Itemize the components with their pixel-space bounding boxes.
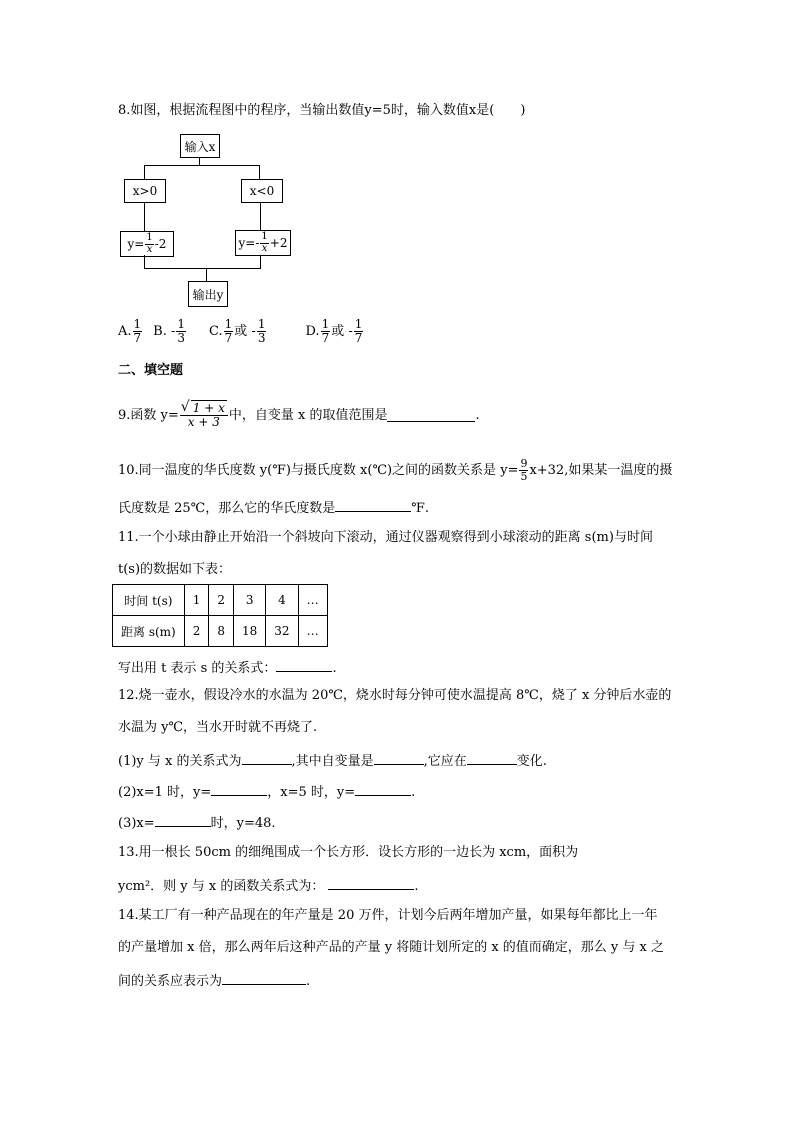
q12-p2-c: . <box>411 785 416 800</box>
q11-line2: t(s)的数据如下表： <box>118 562 232 577</box>
q9 <box>118 399 480 429</box>
frac-den: 7 <box>133 330 142 345</box>
flow-output-box <box>188 281 228 307</box>
frac-den: 3 <box>177 330 186 345</box>
flow-output-label: 输出y <box>192 287 224 302</box>
option-d-or: 或 - <box>331 323 353 339</box>
frac-num: 1 <box>261 231 268 242</box>
q10-line1 <box>118 458 672 482</box>
q12-p1-c: ,它应在 <box>423 754 467 769</box>
table-cell: 8 <box>209 616 234 647</box>
q10-line2-suffix: ℉. <box>411 501 429 516</box>
frac-num: 1 <box>257 317 266 331</box>
frac-den: x <box>261 242 268 254</box>
q13-line1: 13.用一根长 50cm 的细绳围成一个长方形．设长方形的一边长为 xcm，面积为 <box>118 845 579 860</box>
frac-den: x <box>146 243 153 255</box>
table-row-header: 时间 t(s) <box>113 585 185 616</box>
formula-right-fraction <box>260 232 268 254</box>
q13-line2 <box>118 877 419 893</box>
option-b-label: B. - <box>153 323 176 339</box>
flow-connector <box>206 268 207 281</box>
frac-den: 5 <box>520 469 528 483</box>
q14-line3-prefix: 间的关系应表示为 <box>118 974 223 989</box>
q9-answer-blank[interactable] <box>387 409 475 422</box>
q12-p3-b: 时，y=48. <box>210 816 276 831</box>
q10-prefix: 10.同一温度的华氏度数 y(℉)与摄氏度数 x(℃)之间的函数关系是 y= <box>118 462 519 478</box>
table-row <box>113 585 328 616</box>
q9-radicand: 1 + x <box>192 401 225 415</box>
q9-prefix: 9.函数 y= <box>118 407 179 423</box>
q11-question-end: . <box>332 661 337 676</box>
table-row-header: 距离 s(m) <box>113 616 185 647</box>
q13-line2-prefix: ycm²．则 y 与 x 的函数关系式为： <box>118 879 325 894</box>
frac-num: 1 <box>177 317 186 331</box>
q13-line2-end: . <box>414 879 419 894</box>
frac-num: 1 <box>146 232 153 243</box>
q12-p3-blank[interactable] <box>155 814 211 827</box>
q12-p2-blank-2[interactable] <box>355 783 411 796</box>
option-c-label: C. <box>209 323 223 339</box>
flow-cond-positive-label: x>0 <box>132 184 158 198</box>
q8-options <box>118 318 364 344</box>
frac-den: 7 <box>321 330 330 345</box>
frac-num: 1 <box>133 317 142 331</box>
q11-question-prefix: 写出用 t 表示 s 的关系式： <box>118 661 277 676</box>
option-d-label: D. <box>305 323 320 339</box>
q14-line2: 的产量增加 x 倍，那么两年后这种产品的产量 y 将随计划所定的 x 的值而确定，那么 y 与 x 之 <box>118 940 665 955</box>
option-c-fraction-2 <box>257 318 267 344</box>
q12-part2 <box>118 783 415 799</box>
flow-input-label: 输入x <box>184 139 216 154</box>
option-d <box>305 318 364 344</box>
q12-p2-b: ，x=5 时，y= <box>267 785 356 800</box>
section-title: 二、填空题 <box>118 363 184 378</box>
flow-connector <box>260 202 261 231</box>
q12-p1-blank-3[interactable] <box>467 752 517 765</box>
flow-cond-negative <box>241 179 283 203</box>
table-cell: 18 <box>234 616 266 647</box>
frac-den: 7 <box>354 330 363 345</box>
q12-p2-blank-1[interactable] <box>211 783 267 796</box>
flow-connector <box>199 157 200 165</box>
q10-answer-blank[interactable] <box>335 499 411 512</box>
q13-answer-blank[interactable] <box>328 877 414 890</box>
q9-fraction <box>180 399 228 429</box>
table-row <box>113 616 328 647</box>
option-c <box>209 318 267 344</box>
q10-line2 <box>118 499 429 515</box>
table-cell: 32 <box>266 616 298 647</box>
frac-num: 1 <box>354 317 363 331</box>
flow-connector <box>259 165 260 179</box>
q11-line1: 11.一个小球由静止开始沿一个斜坡向下滚动，通过仪器观察得到小球滚动的距离 s(m)与时间 <box>118 530 653 545</box>
flow-connector <box>144 202 145 231</box>
flow-input-box <box>180 134 220 158</box>
formula-right-prefix: y=- <box>238 236 260 250</box>
formula-right-suffix: +2 <box>269 236 288 250</box>
option-a-fraction <box>133 318 143 344</box>
option-b <box>153 318 187 344</box>
q12-line2: 水温为 y℃，当水开时就不再烧了. <box>118 720 318 735</box>
q12-p3-a: (3)x= <box>118 816 155 831</box>
q8-stem: 8.如图，根据流程图中的程序，当输出数值y=5时，输入数值x是( ) <box>118 103 526 118</box>
flow-cond-negative-label: x<0 <box>249 184 275 198</box>
flow-connector <box>144 255 145 268</box>
q11-answer-blank[interactable] <box>276 659 332 672</box>
flow-cond-positive <box>124 179 166 203</box>
flow-connector <box>144 165 145 179</box>
q11-data-table <box>112 584 328 647</box>
frac-den: 3 <box>257 330 266 345</box>
formula-left-fraction <box>145 233 153 255</box>
table-cell: 4 <box>266 585 298 616</box>
q9-suffix: 中，自变量 x 的取值范围是 <box>228 407 388 423</box>
flow-connector <box>260 255 261 268</box>
q12-p1-blank-2[interactable] <box>374 752 424 765</box>
option-c-fraction-1 <box>224 318 234 344</box>
frac-num: 9 <box>520 457 528 470</box>
q12-line1: 12.烧一壶水，假设冷水的水温为 20℃，烧水时每分钟可使水温提高 8℃，烧了 x 分钟后水壶的 <box>118 688 672 703</box>
option-c-or: 或 - <box>234 323 256 339</box>
frac-den: 7 <box>224 330 233 345</box>
formula-left-suffix: -2 <box>154 237 167 251</box>
q12-p1-d: 变化. <box>516 754 547 769</box>
q12-p2-a: (2)x=1 时，y= <box>118 785 212 800</box>
q9-denominator: x + 3 <box>187 414 220 429</box>
q12-p1-b: ,其中自变量是 <box>291 754 374 769</box>
formula-left-prefix: y= <box>127 237 145 251</box>
option-d-fraction-2 <box>354 318 364 344</box>
q12-p1-blank-1[interactable] <box>242 752 292 765</box>
q12-p1-a: (1)y 与 x 的关系式为 <box>118 754 242 769</box>
table-cell: … <box>298 585 327 616</box>
q11-question <box>118 659 337 675</box>
table-cell: 1 <box>184 585 209 616</box>
q12-part1 <box>118 752 547 768</box>
q9-numerator <box>180 399 228 416</box>
option-b-fraction <box>176 318 186 344</box>
flow-formula-right <box>235 230 291 256</box>
q10-line2-prefix: 氏度数是 25℃，那么它的华氏度数是 <box>118 501 336 516</box>
table-cell: 2 <box>184 616 209 647</box>
option-a-label: A. <box>118 323 132 339</box>
radical-symbol: √ <box>180 399 190 415</box>
option-d-fraction-1 <box>321 318 331 344</box>
flow-connector <box>144 165 260 166</box>
option-a <box>118 318 143 344</box>
flow-formula-left <box>120 231 174 257</box>
q9-end: . <box>475 407 480 423</box>
frac-num: 1 <box>321 317 330 331</box>
table-cell: 3 <box>234 585 266 616</box>
q14-line3-end: . <box>306 974 311 989</box>
table-cell: 2 <box>209 585 234 616</box>
q14-answer-blank[interactable] <box>222 972 306 985</box>
table-cell: … <box>298 616 327 647</box>
flow-connector <box>144 268 261 269</box>
q10-fraction <box>519 458 528 482</box>
q10-suffix: x+32,如果某一温度的摄 <box>529 462 673 478</box>
q12-part3 <box>118 814 276 830</box>
sqrt-sign <box>180 399 227 415</box>
q14-line3 <box>118 972 310 988</box>
frac-num: 1 <box>224 317 233 331</box>
q14-line1: 14.某工厂有一种产品现在的年产量是 20 万件，计划今后两年增加产量，如果每年都比上一年 <box>118 908 658 923</box>
